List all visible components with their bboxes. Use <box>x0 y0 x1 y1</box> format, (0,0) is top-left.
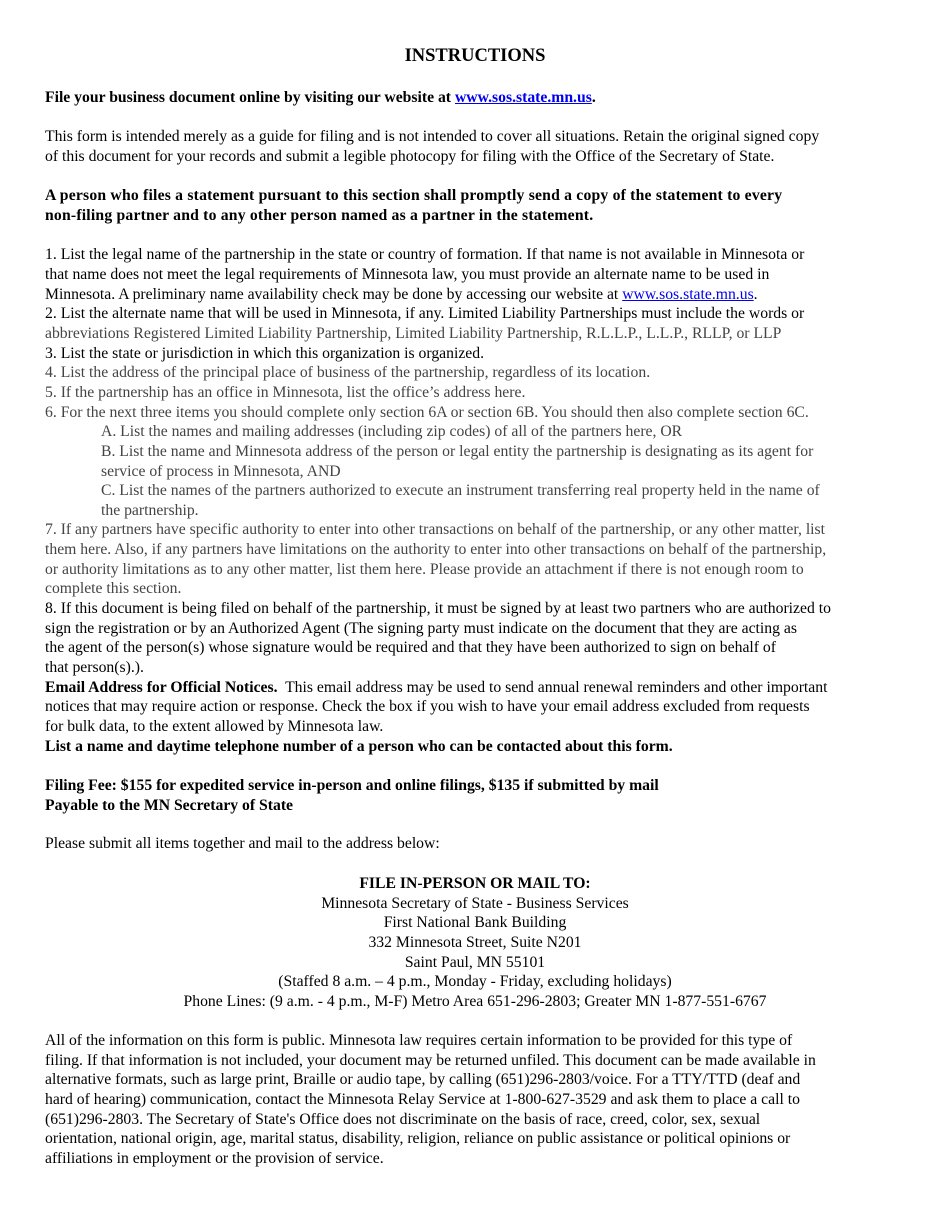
item-2-line-2: abbreviations Registered Limited Liability Partnership, Limited Liability Partnership, R.L.L.P., L.L.P., RLLP, or LLP <box>45 325 782 342</box>
item-1-text: Minnesota. A preliminary name availability check may be done by accessing our website at <box>45 286 623 303</box>
address-phone: Phone Lines: (9 a.m. - 4 p.m., M-F) Metro Area 651-296-2803; Greater MN 1-877-551-6767 <box>183 993 767 1010</box>
item-1-suffix: . <box>753 286 758 303</box>
public-line-5: (651)296-2803. The Secretary of State's Office does not discriminate on the basis of race, creed, color, sex, sexual <box>45 1111 761 1128</box>
item-1-line-2: that name does not meet the legal requirements of Minnesota law, you must provide an alternate name to be used in <box>45 266 770 283</box>
item-6: 6. For the next three items you should complete only section 6A or section 6B. You should then also complete section 6C. <box>45 404 809 421</box>
notice-line-1: A person who files a statement pursuant to this section shall promptly send a copy of the statement to every <box>45 187 783 204</box>
email-line-1 <box>45 678 827 698</box>
item-7-line-1: 7. If any partners have specific authority to enter into other transactions on behalf of the partnership, or any other matter, list <box>45 521 826 538</box>
online-prefix: File your business document online by visiting our website at <box>45 89 455 106</box>
online-suffix: . <box>591 89 596 106</box>
address-line-3: 332 Minnesota Street, Suite N201 <box>368 934 582 951</box>
item-8-line-4: that person(s).). <box>45 659 144 676</box>
item-2-line-1: 2. List the alternate name that will be used in Minnesota, if any. Limited Liability Partnerships must include the words or <box>45 305 805 322</box>
public-line-2: filing. If that information is not included, your document may be returned unfiled. This document can be made available in <box>45 1052 816 1069</box>
public-line-3: alternative formats, such as large print, Braille or audio tape, by calling (651)296-2803/voice. For a TTY/TTD (deaf and <box>45 1071 801 1088</box>
item-6b-line-2: service of process in Minnesota, AND <box>101 463 341 480</box>
fee-line-2: Payable to the MN Secretary of State <box>45 797 294 814</box>
address-line-1: Minnesota Secretary of State - Business Services <box>321 895 629 912</box>
item-3: 3. List the state or jurisdiction in which this organization is organized. <box>45 345 485 362</box>
item-1-line-3 <box>45 285 758 305</box>
item-6a: A. List the names and mailing addresses (including zip codes) of all of the partners here, OR <box>101 423 683 440</box>
address-hours: (Staffed 8 a.m. – 4 p.m., Monday - Friday, excluding holidays) <box>278 973 672 990</box>
public-line-4: hard of hearing) communication, contact the Minnesota Relay Service at 1-800-627-3529 and ask them to place a call to <box>45 1091 800 1108</box>
notice-line-2: non-filing partner and to any other person named as a partner in the statement. <box>45 207 594 224</box>
submit-line: Please submit all items together and mail to the address below: <box>45 835 440 852</box>
email-label: Email Address for Official Notices. <box>45 679 278 696</box>
online-filing-line <box>45 88 596 108</box>
intro-line-2: of this document for your records and submit a legible photocopy for filing with the Office of the Secretary of State. <box>45 148 775 165</box>
address-line-4: Saint Paul, MN 55101 <box>404 954 546 971</box>
item-6c-line-1: C. List the names of the partners authorized to execute an instrument transferring real property held in the name of <box>101 482 820 499</box>
item-8-line-2: sign the registration or by an Authorized Agent (The signing party must indicate on the document that they are acting as <box>45 620 797 637</box>
address-line-2: First National Bank Building <box>383 914 567 931</box>
item-6b-line-1: B. List the name and Minnesota address of the person or legal entity the partnership is designating as its agent for <box>101 443 814 460</box>
email-text-1: This email address may be used to send annual renewal reminders and other important <box>277 679 828 696</box>
item-8-line-1: 8. If this document is being filed on behalf of the partnership, it must be signed by at least two partners who are authorized to <box>45 600 831 617</box>
page-title: INSTRUCTIONS <box>404 46 546 66</box>
item-7-line-3: or authority limitations as to any other matter, list them here. Please provide an attachment if there is not enough room to <box>45 561 804 578</box>
item-7-line-4: complete this section. <box>45 580 182 597</box>
item-4: 4. List the address of the principal place of business of the partnership, regardless of its location. <box>45 364 651 381</box>
email-line-3: for bulk data, to the extent allowed by Minnesota law. <box>45 718 384 735</box>
item-6c-line-2: the partnership. <box>101 502 199 519</box>
item-7-line-2: them here. Also, if any partners have limitations on the authority to enter into other transactions on behalf of the partnership, <box>45 541 827 558</box>
item-1-website-link[interactable]: www.sos.state.mn.us <box>622 286 754 303</box>
fee-line-1: Filing Fee: $155 for expedited service in-person and online filings, $135 if submitted by mail <box>45 777 659 794</box>
public-line-1: All of the information on this form is public. Minnesota law requires certain information to be provided for this type of <box>45 1032 793 1049</box>
website-link[interactable]: www.sos.state.mn.us <box>454 89 592 106</box>
intro-line-1: This form is intended merely as a guide for filing and is not intended to cover all situations. Retain the original signed copy <box>45 128 820 145</box>
item-5: 5. If the partnership has an office in Minnesota, list the office’s address here. <box>45 384 526 401</box>
address-heading: FILE IN-PERSON OR MAIL TO: <box>359 875 591 892</box>
public-line-7: affiliations in employment or the provision of service. <box>45 1150 384 1167</box>
item-8-line-3: the agent of the person(s) whose signature would be required and that they have been authorized to sign on behalf of <box>45 639 776 656</box>
public-line-6: orientation, national origin, age, marital status, disability, religion, reliance on public assistance or political opinions or <box>45 1130 791 1147</box>
item-1-line-1: 1. List the legal name of the partnership in the state or country of formation. If that name is not available in Minnesota or <box>45 246 805 263</box>
contact-line: List a name and daytime telephone number of a person who can be contacted about this form. <box>45 738 673 755</box>
email-line-2: notices that may require action or response. Check the box if you wish to have your email address excluded from requests <box>45 698 810 715</box>
